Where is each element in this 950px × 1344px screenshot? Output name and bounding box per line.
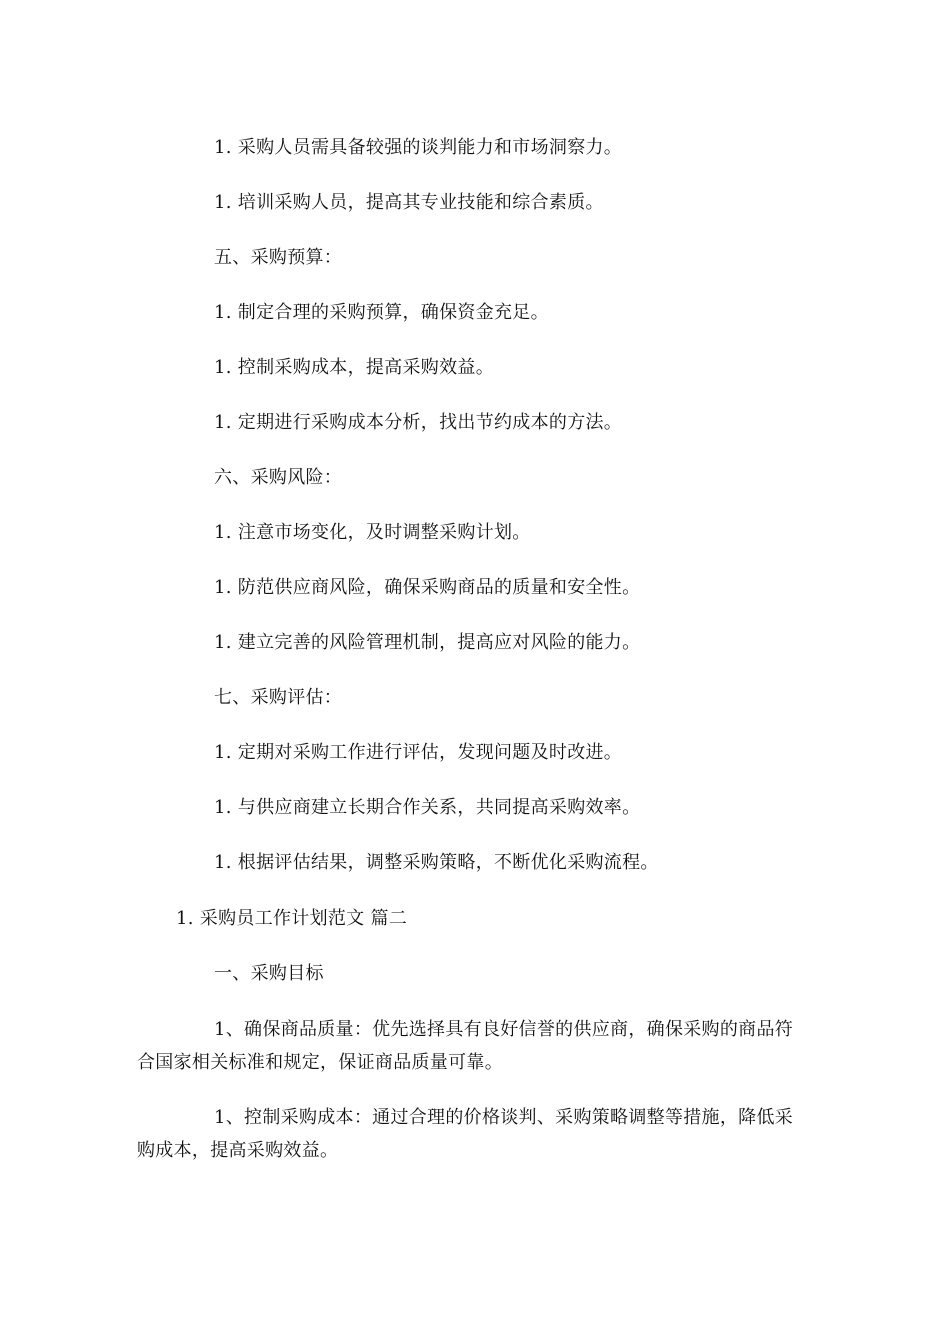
paragraph: 1、确保商品质量：优先选择具有良好信誉的供应商，确保采购的商品符合国家相关标准和规定，保证商品质量可靠。	[137, 1019, 794, 1073]
section-heading: 七、采购评估：	[214, 687, 343, 708]
list-item: 1. 制定合理的采购预算，确保资金充足。	[214, 302, 549, 323]
list-item: 1. 培训采购人员，提高其专业技能和综合素质。	[214, 192, 604, 213]
list-item: 1. 采购人员需具备较强的谈判能力和市场洞察力。	[214, 137, 623, 158]
list-item: 1. 定期对采购工作进行评估，发现问题及时改进。	[214, 742, 623, 763]
list-item: 1. 与供应商建立长期合作关系，共同提高采购效率。	[214, 797, 641, 818]
list-item: 1. 根据评估结果，调整采购策略，不断优化采购流程。	[214, 852, 659, 873]
list-item: 1. 注意市场变化，及时调整采购计划。	[214, 522, 531, 543]
list-item: 1. 控制采购成本，提高采购效益。	[214, 357, 494, 378]
list-item: 1. 防范供应商风险，确保采购商品的质量和安全性。	[214, 577, 641, 598]
section-heading: 六、采购风险：	[214, 467, 343, 488]
section-heading: 五、采购预算：	[214, 247, 343, 268]
paragraph: 1、控制采购成本：通过合理的价格谈判、采购策略调整等措施，降低采购成本，提高采购效益。	[137, 1107, 794, 1161]
list-item: 1. 定期进行采购成本分析，找出节约成本的方法。	[214, 412, 623, 433]
list-item: 1. 建立完善的风险管理机制，提高应对风险的能力。	[214, 632, 641, 653]
section-heading: 一、采购目标	[214, 963, 324, 984]
article-title: 1. 采购员工作计划范文 篇二	[176, 908, 408, 929]
